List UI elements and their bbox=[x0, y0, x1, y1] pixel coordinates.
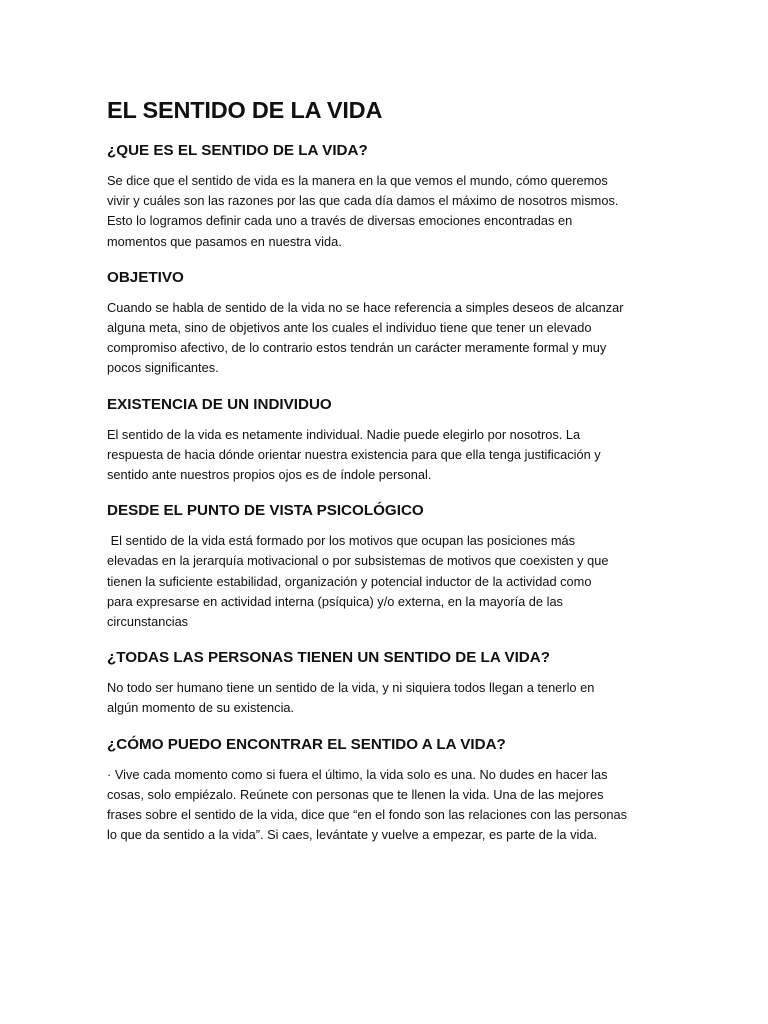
section-heading: DESDE EL PUNTO DE VISTA PSICOLÓGICO bbox=[107, 502, 424, 520]
section-paragraph: No todo ser humano tiene un sentido de la vida, y ni siquiera todos llegan a tenerlo en algún momento de su existencia. bbox=[107, 680, 595, 716]
section-paragraph: El sentido de la vida es netamente individual. Nadie puede elegirlo por nosotros. La respuesta de hacia dónde orientar nuestra existencia para que ella tenga justificación y sentido ante nuestros propios ojos es de índole personal. bbox=[107, 426, 601, 483]
section-psicologico bbox=[107, 501, 667, 632]
document-title: EL SENTIDO DE LA VIDA bbox=[107, 97, 383, 123]
section-todas-las-personas bbox=[107, 648, 667, 718]
section-heading: ¿TODAS LAS PERSONAS TIENEN UN SENTIDO DE LA VIDA? bbox=[107, 649, 551, 667]
section-paragraph: Se dice que el sentido de vida es la manera en la que vemos el mundo, cómo queremos vivir y cuáles son las razones por las que cada día damos el máximo de nosotros mismos. Esto lo logramos definir cada uno a través de diversas emociones encontradas en momentos que pasamos en nuestra vida. bbox=[107, 173, 619, 249]
section-existencia bbox=[107, 395, 667, 486]
section-que-es bbox=[107, 141, 667, 252]
section-paragraph: Cuando se habla de sentido de la vida no se hace referencia a simples deseos de alcanzar alguna meta, sino de objetivos ante los cuales el individuo tiene que tener un elevado compromiso afectivo, de lo contrario estos tendrán un carácter meramente formal y muy pocos significantes. bbox=[107, 299, 624, 376]
section-heading: ¿QUE ES EL SENTIDO DE LA VIDA? bbox=[107, 142, 368, 159]
section-objetivo bbox=[107, 268, 667, 379]
section-paragraph: · Vive cada momento como si fuera el último, la vida solo es una. No dudes en hacer las cosas, solo empiézalo. Reúnete con personas que te llenen la vida. Una de las mejores frases sobre el sentido de la vida, dice que “en el fondo son las relaciones con las personas lo que da sentido a la vida”. Si caes, levántate y vuelve a empezar, es parte de la vida. bbox=[107, 766, 628, 843]
section-como-encontrar bbox=[107, 735, 667, 846]
section-heading: EXISTENCIA DE UN INDIVIDUO bbox=[107, 395, 332, 413]
section-heading: ¿CÓMO PUEDO ENCONTRAR EL SENTIDO A LA VIDA? bbox=[107, 735, 506, 753]
section-paragraph: El sentido de la vida está formado por los motivos que ocupan las posiciones más elevadas en la jerarquía motivacional o por subsistemas de motivos que coexisten y que tienen la suficiente estabilidad, organización y potencial inductor de la actividad como para expresarse en actividad interna (psíquica) y/o externa, en la mayoría de las circunstancias bbox=[107, 533, 609, 630]
document-page bbox=[107, 92, 667, 861]
section-heading: OBJETIVO bbox=[107, 268, 184, 286]
